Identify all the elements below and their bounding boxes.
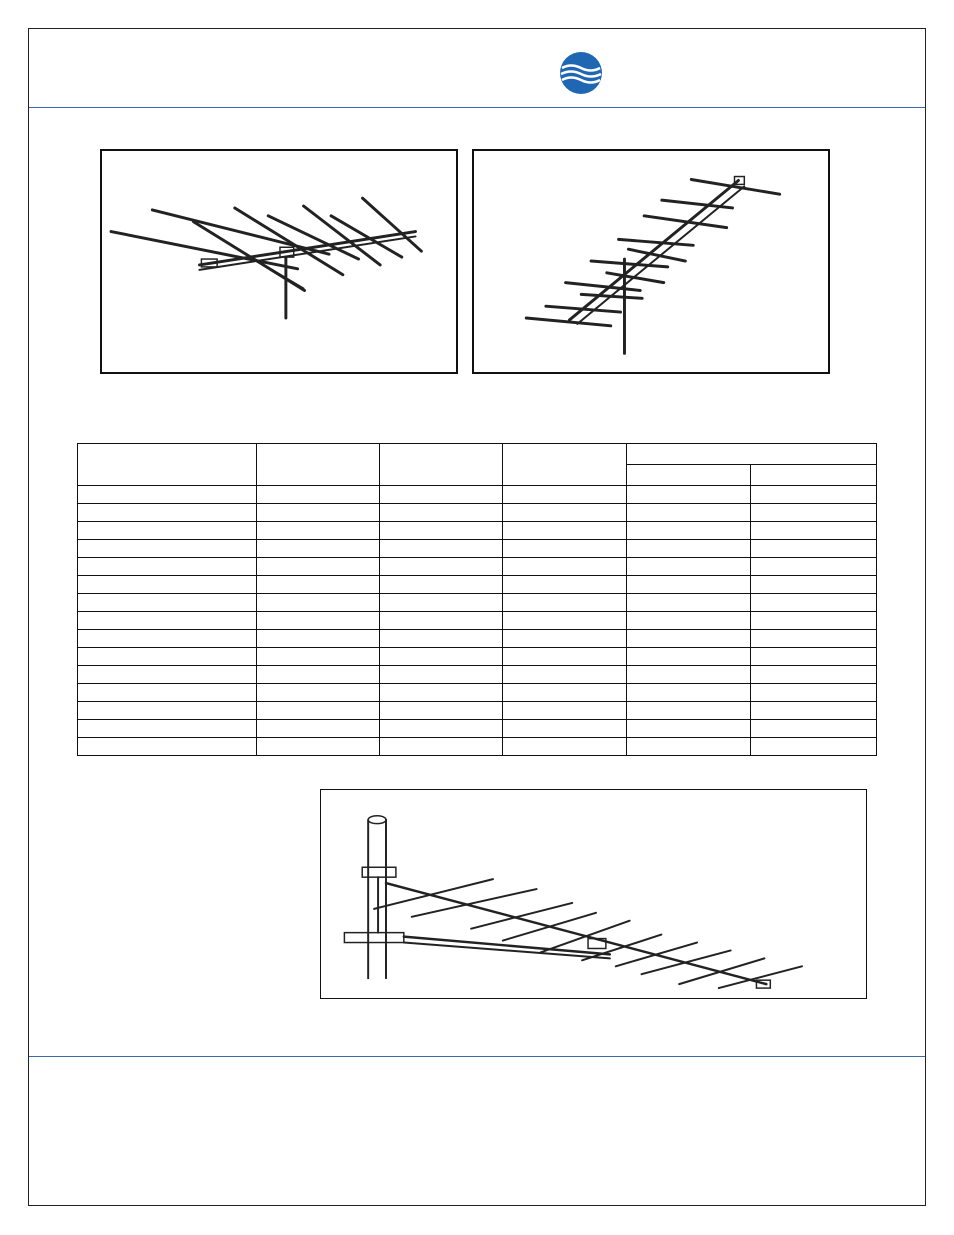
- specifications-table: [77, 443, 877, 756]
- table-row: [78, 558, 877, 576]
- table-row: [78, 576, 877, 594]
- table-cell: [78, 504, 257, 522]
- table-row: [78, 594, 877, 612]
- table-header-group-cell: [627, 444, 877, 465]
- table-header-cell: [503, 444, 627, 486]
- yagi-antenna-illustration: [472, 149, 830, 374]
- table-header-cell: [627, 465, 751, 486]
- table-cell: [78, 738, 257, 756]
- table-cell: [503, 666, 627, 684]
- table-header-cell: [257, 444, 380, 486]
- table-cell: [78, 594, 257, 612]
- table-cell: [380, 648, 503, 666]
- table-cell: [380, 558, 503, 576]
- table-cell: [380, 522, 503, 540]
- table-cell: [78, 648, 257, 666]
- table-row: [78, 666, 877, 684]
- table-cell: [751, 648, 877, 666]
- table-cell: [257, 684, 380, 702]
- table-cell: [257, 540, 380, 558]
- table-cell: [751, 594, 877, 612]
- table-cell: [78, 612, 257, 630]
- table-cell: [627, 486, 751, 504]
- table-cell: [751, 666, 877, 684]
- table-cell: [627, 522, 751, 540]
- table-cell: [751, 630, 877, 648]
- table-cell: [751, 558, 877, 576]
- table-cell: [503, 540, 627, 558]
- vhf-uhf-antenna-illustration: [100, 149, 458, 374]
- table-cell: [503, 684, 627, 702]
- table-row: [78, 540, 877, 558]
- table-cell: [627, 576, 751, 594]
- table-cell: [257, 486, 380, 504]
- table-cell: [380, 684, 503, 702]
- table-cell: [257, 594, 380, 612]
- table-cell: [78, 558, 257, 576]
- table-cell: [627, 594, 751, 612]
- table-cell: [503, 612, 627, 630]
- table-cell: [627, 540, 751, 558]
- table-cell: [78, 666, 257, 684]
- antenna-drawing-icon: [102, 151, 456, 372]
- table-cell: [78, 540, 257, 558]
- table-cell: [503, 522, 627, 540]
- table-header-cell: [751, 465, 877, 486]
- table-cell: [380, 504, 503, 522]
- table-cell: [627, 738, 751, 756]
- table-cell: [257, 666, 380, 684]
- table-cell: [257, 738, 380, 756]
- table-cell: [751, 486, 877, 504]
- table-cell: [627, 702, 751, 720]
- table-cell: [503, 594, 627, 612]
- table-cell: [257, 576, 380, 594]
- table-header-cell: [78, 444, 257, 486]
- table-cell: [380, 486, 503, 504]
- table-row: [78, 684, 877, 702]
- table-cell: [751, 702, 877, 720]
- table-cell: [503, 648, 627, 666]
- table-cell: [627, 504, 751, 522]
- table-row: [78, 648, 877, 666]
- table-cell: [503, 738, 627, 756]
- table-cell: [503, 486, 627, 504]
- table-cell: [78, 684, 257, 702]
- table-cell: [751, 522, 877, 540]
- table-cell: [257, 558, 380, 576]
- table-cell: [380, 630, 503, 648]
- table-cell: [503, 720, 627, 738]
- table-cell: [751, 540, 877, 558]
- table-cell: [78, 522, 257, 540]
- table-row: [78, 486, 877, 504]
- table-cell: [380, 576, 503, 594]
- table-cell: [257, 612, 380, 630]
- table-cell: [257, 720, 380, 738]
- table-cell: [627, 612, 751, 630]
- table-cell: [78, 702, 257, 720]
- table-cell: [257, 702, 380, 720]
- table-cell: [380, 612, 503, 630]
- antenna-drawing-icon: [321, 790, 866, 998]
- table-cell: [627, 558, 751, 576]
- table-cell: [751, 576, 877, 594]
- company-logo-icon: [559, 51, 603, 95]
- footer-rule: [29, 1056, 925, 1057]
- table-cell: [751, 504, 877, 522]
- table-cell: [380, 720, 503, 738]
- table-cell: [627, 684, 751, 702]
- table-header-row: [78, 444, 877, 465]
- table-cell: [503, 630, 627, 648]
- table-cell: [380, 666, 503, 684]
- table-cell: [503, 702, 627, 720]
- table-row: [78, 522, 877, 540]
- table-row: [78, 720, 877, 738]
- table-cell: [627, 666, 751, 684]
- table-cell: [503, 504, 627, 522]
- table-cell: [751, 684, 877, 702]
- table-cell: [627, 630, 751, 648]
- table-cell: [257, 648, 380, 666]
- table-cell: [627, 648, 751, 666]
- table-row: [78, 504, 877, 522]
- table-cell: [257, 504, 380, 522]
- table-cell: [380, 540, 503, 558]
- table-row: [78, 612, 877, 630]
- wall-mounted-antenna-illustration: [320, 789, 867, 999]
- table-cell: [78, 630, 257, 648]
- table-cell: [380, 738, 503, 756]
- table-cell: [380, 702, 503, 720]
- table-row: [78, 630, 877, 648]
- table-cell: [78, 486, 257, 504]
- table-cell: [78, 720, 257, 738]
- table-cell: [503, 576, 627, 594]
- table-cell: [751, 720, 877, 738]
- table-header-cell: [380, 444, 503, 486]
- table-cell: [751, 738, 877, 756]
- table-cell: [503, 558, 627, 576]
- table-cell: [380, 594, 503, 612]
- header-rule: [29, 107, 925, 108]
- antenna-drawing-icon: [474, 151, 828, 372]
- table-cell: [257, 522, 380, 540]
- table-cell: [627, 720, 751, 738]
- table-cell: [751, 612, 877, 630]
- table-row: [78, 702, 877, 720]
- table-cell: [257, 630, 380, 648]
- table-cell: [78, 576, 257, 594]
- table-row: [78, 738, 877, 756]
